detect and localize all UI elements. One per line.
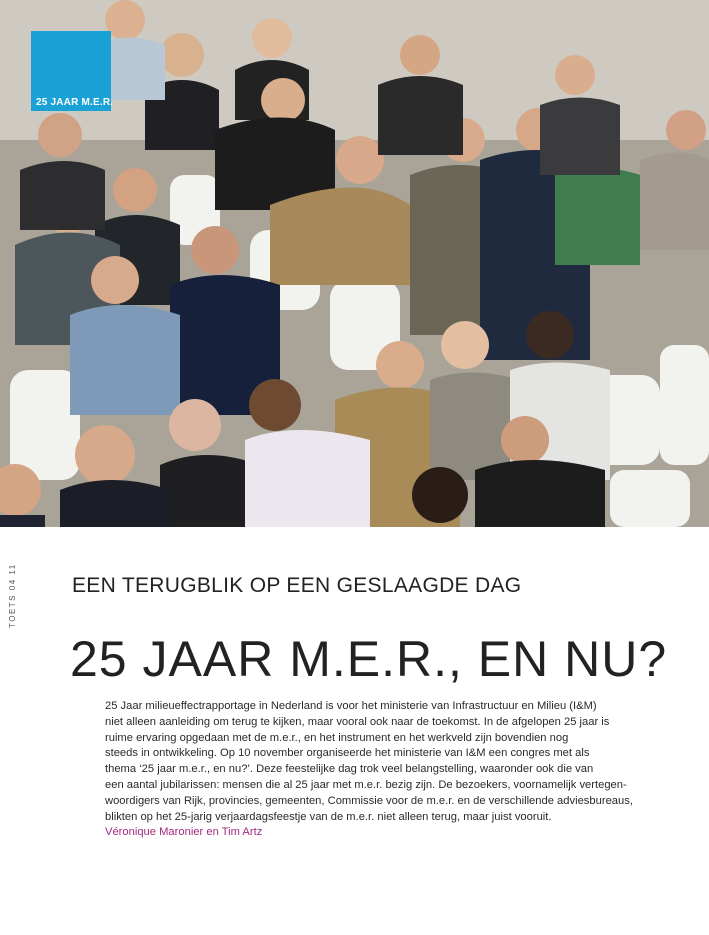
- intro-line: niet alleen aanleiding om terug te kijken, maar vooral ook naar de toekomst. In de afgelopen 25 jaar is: [105, 715, 610, 728]
- intro-line: ruime ervaring opgedaan met de m.e.r., en het instrument en het werkveld zijn bovendien nog: [105, 731, 569, 744]
- intro-line: blikten op het 25-jarig verjaardagsfeestje van de m.e.r. niet alleen terug, maar juist vooruit.: [105, 810, 552, 823]
- intro-line: steeds in ontwikkeling. Op 10 november organiseerde het ministerie van I&M een congres met als: [105, 747, 590, 760]
- article-kicker: EEN TERUGBLIK OP EEN GESLAAGDE DAG: [72, 574, 522, 597]
- intro-line: woordigers van Rijk, provincies, gemeenten, Commissie voor de m.e.r. en de verschillende adviesbureaus,: [105, 794, 633, 807]
- intro-line: een aantal jubilarissen: mensen die al 25 jaar met m.e.r. bezig zijn. De bezoekers, voornamelijk vertegen-: [105, 778, 627, 791]
- intro-line: thema ‘25 jaar m.e.r., en nu?’. Deze feestelijke dag trok veel belangstelling, waaronder ook die van: [105, 763, 594, 776]
- article-intro: [105, 699, 645, 841]
- intro-line: 25 Jaar milieueffectrapportage in Nederland is voor het ministerie van Infrastructuur en Milieu (I&M): [105, 700, 597, 712]
- article-title: 25 JAAR M.E.R., EN NU?: [70, 630, 668, 687]
- article-authors: Véronique Maronier en Tim Artz: [105, 826, 263, 839]
- page-side-label: TOETS 04 11: [8, 563, 17, 628]
- badge-label: 25 JAAR M.E.R.: [36, 97, 114, 108]
